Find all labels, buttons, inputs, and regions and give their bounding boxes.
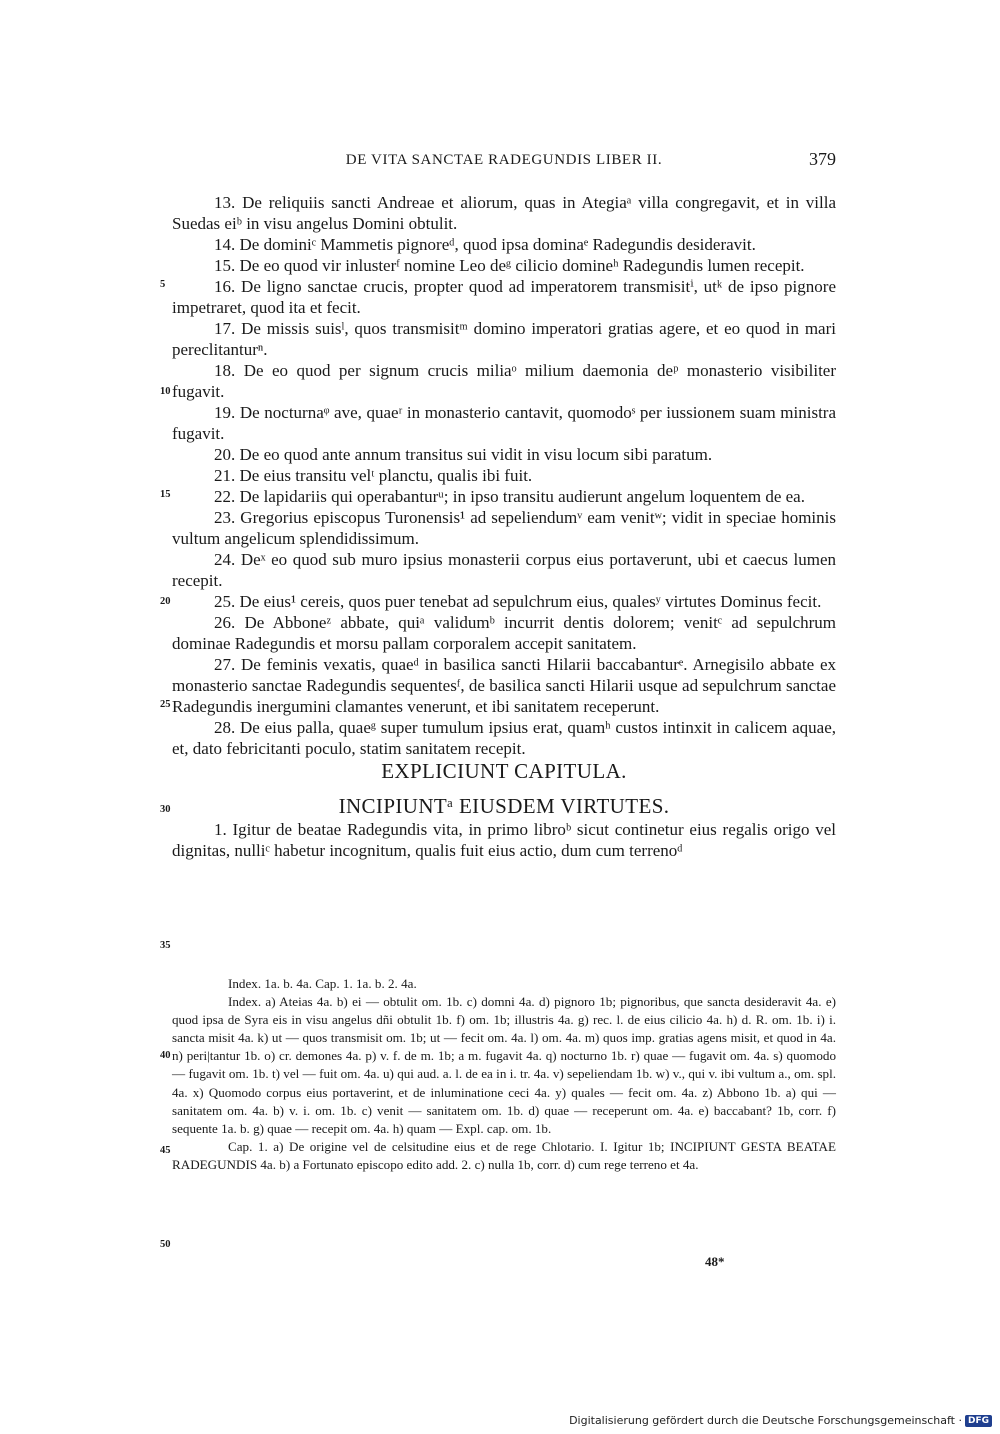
chapter-28: 28. De eius palla, quaeᵍ super tumulum ipsius erat, quamʰ custos intinxit in calicem aquae, et, dato febricitanti poculo, statim sanitatem recepit. — [172, 718, 836, 758]
note-cap1: Cap. 1. a) De origine vel de celsitudine eius et de rege Chlotario. I. Igitur 1b; INCIPIUNT GESTA BEATAE RADEGUNDIS 4a. b) a Fortunato episcopo edito add. 2. c) nulla 1b, corr. d) cum rege terreno et 4a. — [172, 1138, 836, 1172]
line-number: 5 — [160, 279, 166, 290]
chapter-21: 21. De eius transitu velᵗ planctu, qualis ibi fuit. — [214, 466, 533, 485]
line-number: 40 — [160, 1050, 171, 1061]
note-index: Index. a) Ateias 4a. b) ei — obtulit om. 1b. c) domni 4a. d) pignoro 1b; pignoribus, que sancta desideravit 4a. e) quod ipsa de Syra eis in visu angelus dñi obtulit 1b. f) om. 1b; illustris 4a. g) rec. l. de eius cilicio 4a. h) d. R. om. 1b. i) i. sancta misit 4a. k) ut — quos transmisit om. 1b; ut — fecit om. 4a. l) om. 4a. m) quos imp. gratias agens misit, et quod in 4a. n) peri|tantur 1b. o) cr. demones 4a. p) v. f. de m. 1b; a m. fugavit 4a. q) nocturno 1b. r) quae — fugavit om. 4a. s) quomodo — fugavit om. 1b. t) vel — fuit om. 4a. u) qui aud. a. l. de ea in i. tr. 4a. v) sepeliendam 1b. w) v., qui v. ibi vultum a., om. spl. 4a. x) Quomodo corpus eius portaverint, et de inluminatione ceci 4a. y) quales — fecit om. 4a. z) Abbono 1b. a) qui — sanitatem om. 4a. b) v. i. om. 1b. c) venit — sanitatem om. 1b. d) quae — receperunt om. 4a. e) baccabant? 1b, corr. f) sequente 1a. b. g) quae — recepit om. 4a. h) quam — Expl. cap. om. 1b. — [172, 994, 836, 1136]
signature-mark: 48* — [705, 1254, 725, 1269]
line-number: 30 — [160, 804, 171, 815]
line-number: 15 — [160, 489, 171, 500]
chapter-24: 24. Deˣ eo quod sub muro ipsius monasterii corpus eius portaverunt, ubi et caecus lumen recepit. — [172, 550, 836, 590]
running-title: DE VITA SANCTAE RADEGUNDIS LIBER II. — [345, 152, 663, 168]
chapter-22: 22. De lapidariis qui operabanturᵘ; in ipso transitu audierunt angelum loquentem de ea. — [214, 487, 805, 506]
chapter-19: 19. De nocturnaᵠ ave, quaeʳ in monasterio cantavit, quomodoˢ per iussionem suam ministra fugavit. — [172, 403, 836, 443]
chapter-23: 23. Gregorius episcopus Turonensis¹ ad sepeliendumᵛ eam venitʷ; vidit in speciae hominis vultum angelicum splendidissimum. — [172, 508, 836, 548]
chapter-16: 16. De ligno sanctae crucis, propter quod ad imperatorem transmisitⁱ, utᵏ de ipso pignore impetraret, quod ita et fecit. — [172, 277, 836, 317]
chapter-17: 17. De missis suisˡ, quos transmisitᵐ domino imperatori gratias agere, et eo quod in mari pereclitanturⁿ. — [172, 319, 836, 359]
chapter-27: 27. De feminis vexatis, quaeᵈ in basilica sancti Hilarii baccabanturᵉ. Arnegisilo abbate ex monasterio sanctae Radegundis sequentesᶠ, de basilica sancti Hilarii usque ad sepulchrum sanctae Radegundis inergumini clamantes venerunt, et ibi sanitatem receperunt. — [172, 655, 836, 716]
line-number: 45 — [160, 1145, 171, 1156]
line-number: 10 — [160, 386, 171, 397]
dfg-logo-icon: DFG — [965, 1415, 992, 1427]
page-header — [172, 149, 836, 178]
footer-text: Digitalisierung gefördert durch die Deutsche Forschungsgemeinschaft · — [569, 1414, 962, 1427]
line-number: 50 — [160, 1239, 171, 1250]
chapter-25: 25. De eius¹ cereis, quos puer tenebat ad sepulchrum eius, qualesʸ virtutes Dominus fecit. — [214, 592, 822, 611]
note-index-header: Index. 1a. b. 4a. Cap. 1. 1a. b. 2. 4a. — [228, 976, 417, 991]
chapter-15: 15. De eo quod vir inlusterᶠ nomine Leo deᵍ cilicio domineʰ Radegundis lumen recepit. — [214, 256, 805, 275]
line-number: 35 — [160, 940, 171, 951]
heading-incipit: INCIPIUNTᵃ EIUSDEM VIRTUTES. — [338, 794, 670, 818]
chapter-26: 26. De Abboneᶻ abbate, quiᵃ validumᵇ incurrit dentis dolorem; venitᶜ ad sepulchrum dominae Radegundis et morsu pallam corporalem accepit sanitatem. — [172, 613, 836, 653]
paragraph-1: 1. Igitur de beatae Radegundis vita, in primo libroᵇ sicut continetur eius regalis origo vel dignitas, nulliᶜ habetur incognitum, qualis fuit eius actio, dum cum terrenoᵈ — [172, 820, 836, 860]
line-number: 25 — [160, 699, 171, 710]
page-number: 379 — [809, 149, 836, 169]
main-text — [172, 192, 836, 861]
chapter-14: 14. De dominiᶜ Mammetis pignoreᵈ, quod ipsa dominaᵉ Radegundis desideravit. — [214, 235, 756, 254]
apparatus-notes — [172, 975, 836, 1174]
chapter-13: 13. De reliquiis sancti Andreae et aliorum, quas in Ategiaᵃ villa congregavit, et in villa Suedas eiᵇ in visu angelus Domini obtulit. — [172, 193, 836, 233]
chapter-18: 18. De eo quod per signum crucis miliaᵒ milium daemonia deᵖ monasterio visibiliter fugavit. — [172, 361, 836, 401]
heading-explicit: EXPLICIUNT CAPITULA. — [381, 759, 627, 783]
footer-credit — [569, 1414, 992, 1427]
chapter-20: 20. De eo quod ante annum transitus sui vidit in visu locum sibi paratum. — [214, 445, 713, 464]
line-number: 20 — [160, 596, 171, 607]
